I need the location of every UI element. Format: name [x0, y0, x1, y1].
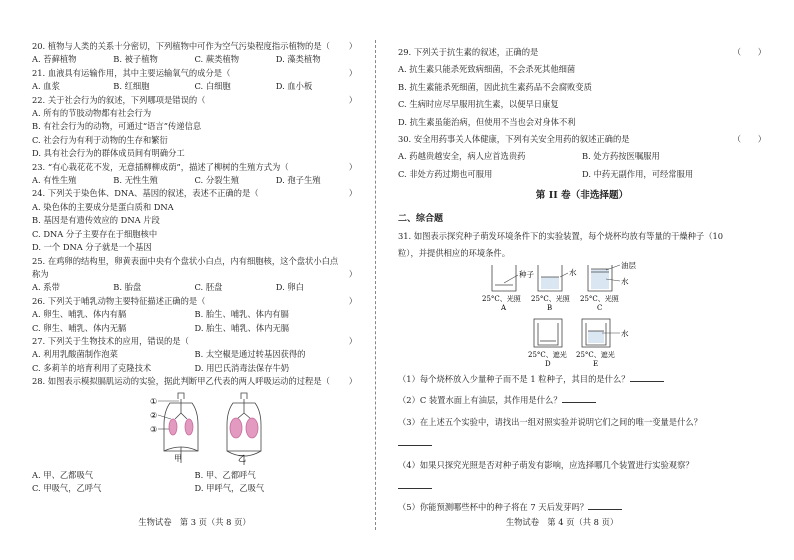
question-24: 24. 下列关于染色体、DNA、基因的叙述，表述不正确的是（ ）: [32, 188, 357, 199]
part-two-heading: 第 II 卷（非选择题）: [535, 190, 629, 202]
sub-question-1: （1）每个烧杯放入少量种子而不是 1 粒种子，其目的是什么？: [398, 373, 766, 386]
option-c[interactable]: C. 生病时应尽早服用抗生素，以便早日康复: [398, 99, 559, 110]
page-footer-right: 生物试卷 第 4 页（共 8 页）: [505, 517, 619, 527]
label-water-c: 水: [621, 276, 629, 286]
question-31-cont: 粒），并提供相应的环境条件。: [398, 248, 511, 259]
letter-e: E: [593, 359, 599, 368]
option-d[interactable]: D. 孢子生殖: [275, 175, 321, 186]
option-c[interactable]: C. DNA 分子主要存在于细胞核中: [32, 228, 158, 239]
question-30-options-ab: [398, 150, 766, 163]
option-d[interactable]: D. 血小板: [275, 81, 313, 92]
option-b[interactable]: B. 处方药按医嘱服用: [582, 151, 660, 162]
question-28-options-cd: [32, 482, 357, 495]
label-2: ②: [150, 410, 158, 420]
option-a[interactable]: A. 卵生、哺乳、体内有膈: [32, 309, 127, 320]
option-a[interactable]: A. 利用乳酸菌制作泡菜: [32, 349, 118, 360]
question-27: 27. 下列关于生物技术的应用，错误的是（ ）: [32, 335, 357, 346]
question-29: 29. 下列关于抗生素的叙述，正确的是 （ ）: [398, 47, 766, 57]
option-d[interactable]: D. 卵白: [275, 282, 304, 293]
question-30-options-cd: [398, 168, 766, 181]
option-a[interactable]: A. 抗生素只能杀死致病细菌，不会杀死其他细菌: [398, 64, 576, 75]
sub-question-3: （3）在上述五个实验中，请找出一组对照实验并说明它们之间的唯一变量是什么？: [398, 416, 702, 427]
letter-d: D: [545, 359, 551, 368]
option-b[interactable]: B. 甲、乙都呼气: [194, 469, 256, 480]
sub-question-4-answer: [398, 480, 766, 493]
option-b[interactable]: B. 无性生殖: [113, 175, 158, 186]
question-28-options-ab: [32, 469, 357, 482]
question-25-options: [32, 281, 357, 294]
option-a[interactable]: A. 血浆: [32, 81, 60, 92]
option-a[interactable]: A. 系带: [32, 282, 60, 293]
question-22: 22. 关于社会行为的叙述，下列哪项是错误的（ ）: [32, 94, 357, 105]
option-c[interactable]: C. 蕨类植物: [194, 54, 240, 65]
option-c[interactable]: C. 分裂生殖: [194, 175, 240, 186]
question-30: 30. 安全用药事关人体健康，下列有关安全用药的叙述正确的是 （ ）: [398, 134, 766, 145]
option-c[interactable]: C. 非处方药过期也可服用: [398, 168, 493, 179]
sub-question-2: （2）C 装置水面上有油层，其作用是什么？: [398, 394, 766, 407]
option-c[interactable]: C. 卵生、哺乳、体内无膈: [32, 322, 127, 333]
question-25-cont: 称为 ）: [32, 268, 357, 279]
cond-a: 25°C、光照: [482, 294, 521, 303]
option-b[interactable]: B. 有社会行为的动物，可通过“语言”传递信息: [32, 121, 202, 132]
sub-question-3-answer: [398, 437, 766, 450]
label-jia: 甲: [174, 453, 182, 463]
sub-question-4: （4）如果只探究光照是否对种子萌发有影响，应选择哪几个装置进行实验观察？: [398, 459, 694, 470]
question-26: 26. 下列关于哺乳动物主要特征描述正确的是（ ）: [32, 295, 357, 306]
right-page: [398, 0, 766, 560]
option-c[interactable]: C. 多莉羊的培育利用了克隆技术: [32, 362, 152, 373]
beaker-d: [534, 319, 562, 347]
question-26-options-ab: [32, 308, 357, 321]
cond-b: 25°C、光照: [531, 294, 570, 303]
question-28: 28. 如图表示模拟膈肌运动的实验，据此判断甲乙代表的两人呼吸运动的过程是（ ）: [32, 376, 357, 387]
question-25: 25. 在鸡卵的结构里，卵黄表面中央有个盘状小白点，内有细胞核，这个盘状小白点: [32, 255, 339, 266]
option-c[interactable]: C. 胚盘: [194, 282, 223, 293]
section-heading: 二、综合题: [398, 213, 444, 224]
option-d[interactable]: D. 胎生、哺乳、体内无膈: [194, 322, 290, 333]
option-a[interactable]: A. 甲、乙都吸气: [32, 469, 94, 480]
cond-d: 25°C、遮光: [528, 350, 567, 359]
question-21: 21. 血液具有运输作用，其中主要运输氧气的成分是（ ）: [32, 67, 357, 78]
option-a[interactable]: A. 所有的节肢动物都有社会行为: [32, 108, 152, 119]
page-footer-left: 生物试卷 第 3 页（共 8 页）: [138, 517, 251, 527]
option-b[interactable]: B. 胎盘: [113, 282, 142, 293]
cond-e: 25°C、遮光: [576, 350, 615, 359]
answer-blank[interactable]: [562, 394, 596, 403]
label-yi: 乙: [238, 453, 246, 463]
letter-a: A: [501, 303, 507, 312]
label-water-e: 水: [621, 328, 629, 338]
option-a[interactable]: A. 苔藓植物: [32, 54, 77, 65]
question-23-options: [32, 174, 357, 187]
letter-b: B: [547, 303, 553, 312]
letter-c: C: [597, 303, 603, 312]
sub-question-5: （5）你能预测哪些杯中的种子将在 7 天后发芽吗？: [398, 501, 766, 514]
option-d[interactable]: D. 具有社会行为的群体成员间有明确分工: [32, 148, 185, 159]
option-d[interactable]: D. 用巴氏消毒法保存牛奶: [194, 362, 290, 373]
cond-c: 25°C、光照: [580, 294, 619, 303]
option-a[interactable]: A. 有性生殖: [32, 175, 77, 186]
option-d[interactable]: D. 一个 DNA 分子就是一个基因: [32, 242, 152, 253]
question-21-options: [32, 80, 357, 93]
answer-blank[interactable]: [398, 480, 432, 489]
option-c[interactable]: C. 甲吸气，乙呼气: [32, 482, 102, 493]
option-b[interactable]: B. 被子植物: [113, 54, 158, 65]
seed-germination-diagram: [398, 261, 766, 373]
question-23: 23. “有心栽花花不发，无意插柳柳成荫”，描述了柳树的生殖方式为（ ）: [32, 161, 357, 172]
question-20-options: [32, 53, 357, 66]
question-27-options-cd: [32, 362, 357, 375]
bell-jar-jia: [164, 393, 198, 463]
option-d[interactable]: D. 中药无副作用，可经常服用: [582, 168, 694, 179]
option-a[interactable]: A. 染色体的主要成分是蛋白质和 DNA: [32, 201, 174, 212]
option-c[interactable]: C. 社会行为有利于动物的生存和繁衍: [32, 134, 168, 145]
label-water: 水: [569, 267, 577, 277]
option-b[interactable]: B. 基因是有遗传效应的 DNA 片段: [32, 215, 160, 226]
option-c[interactable]: C. 白细胞: [194, 81, 231, 92]
answer-blank[interactable]: [588, 501, 622, 510]
option-b[interactable]: B. 抗生素能杀死细菌，因此抗生素药品不会腐败变质: [398, 81, 592, 92]
label-oil: 油层: [621, 260, 636, 270]
option-b[interactable]: B. 胎生、哺乳、体内有膈: [194, 309, 289, 320]
beaker-b: [538, 265, 562, 291]
option-b[interactable]: B. 红细胞: [113, 81, 150, 92]
option-b[interactable]: B. 太空椒是通过转基因获得的: [194, 349, 306, 360]
option-d[interactable]: D. 藻类植物: [275, 54, 321, 65]
answer-blank[interactable]: [630, 373, 664, 382]
page-divider: [375, 40, 376, 530]
question-27-options-ab: [32, 348, 357, 361]
label-seed: 种子: [519, 269, 534, 279]
question-20: 20. 植物与人类的关系十分密切，下列植物中可作为空气污染程度指示植物的是（ ）: [32, 41, 357, 51]
diaphragm-model-diagram: [32, 389, 357, 469]
question-31: 31. 如图表示探究种子萌发环境条件下的实验装置，每个烧杯均放有等量的干燥种子（10: [398, 231, 724, 242]
question-26-options-cd: [32, 322, 357, 335]
option-d[interactable]: D. 抗生素虽能治病，但使用不当也会对身体不利: [398, 116, 576, 127]
option-d[interactable]: D. 甲呼气，乙吸气: [194, 482, 265, 493]
label-1: ①: [150, 396, 158, 406]
answer-blank[interactable]: [398, 437, 432, 446]
option-a[interactable]: A. 药越贵越安全，病人应首选贵药: [398, 151, 526, 162]
label-3: ③: [150, 424, 158, 434]
left-page: [32, 0, 357, 560]
